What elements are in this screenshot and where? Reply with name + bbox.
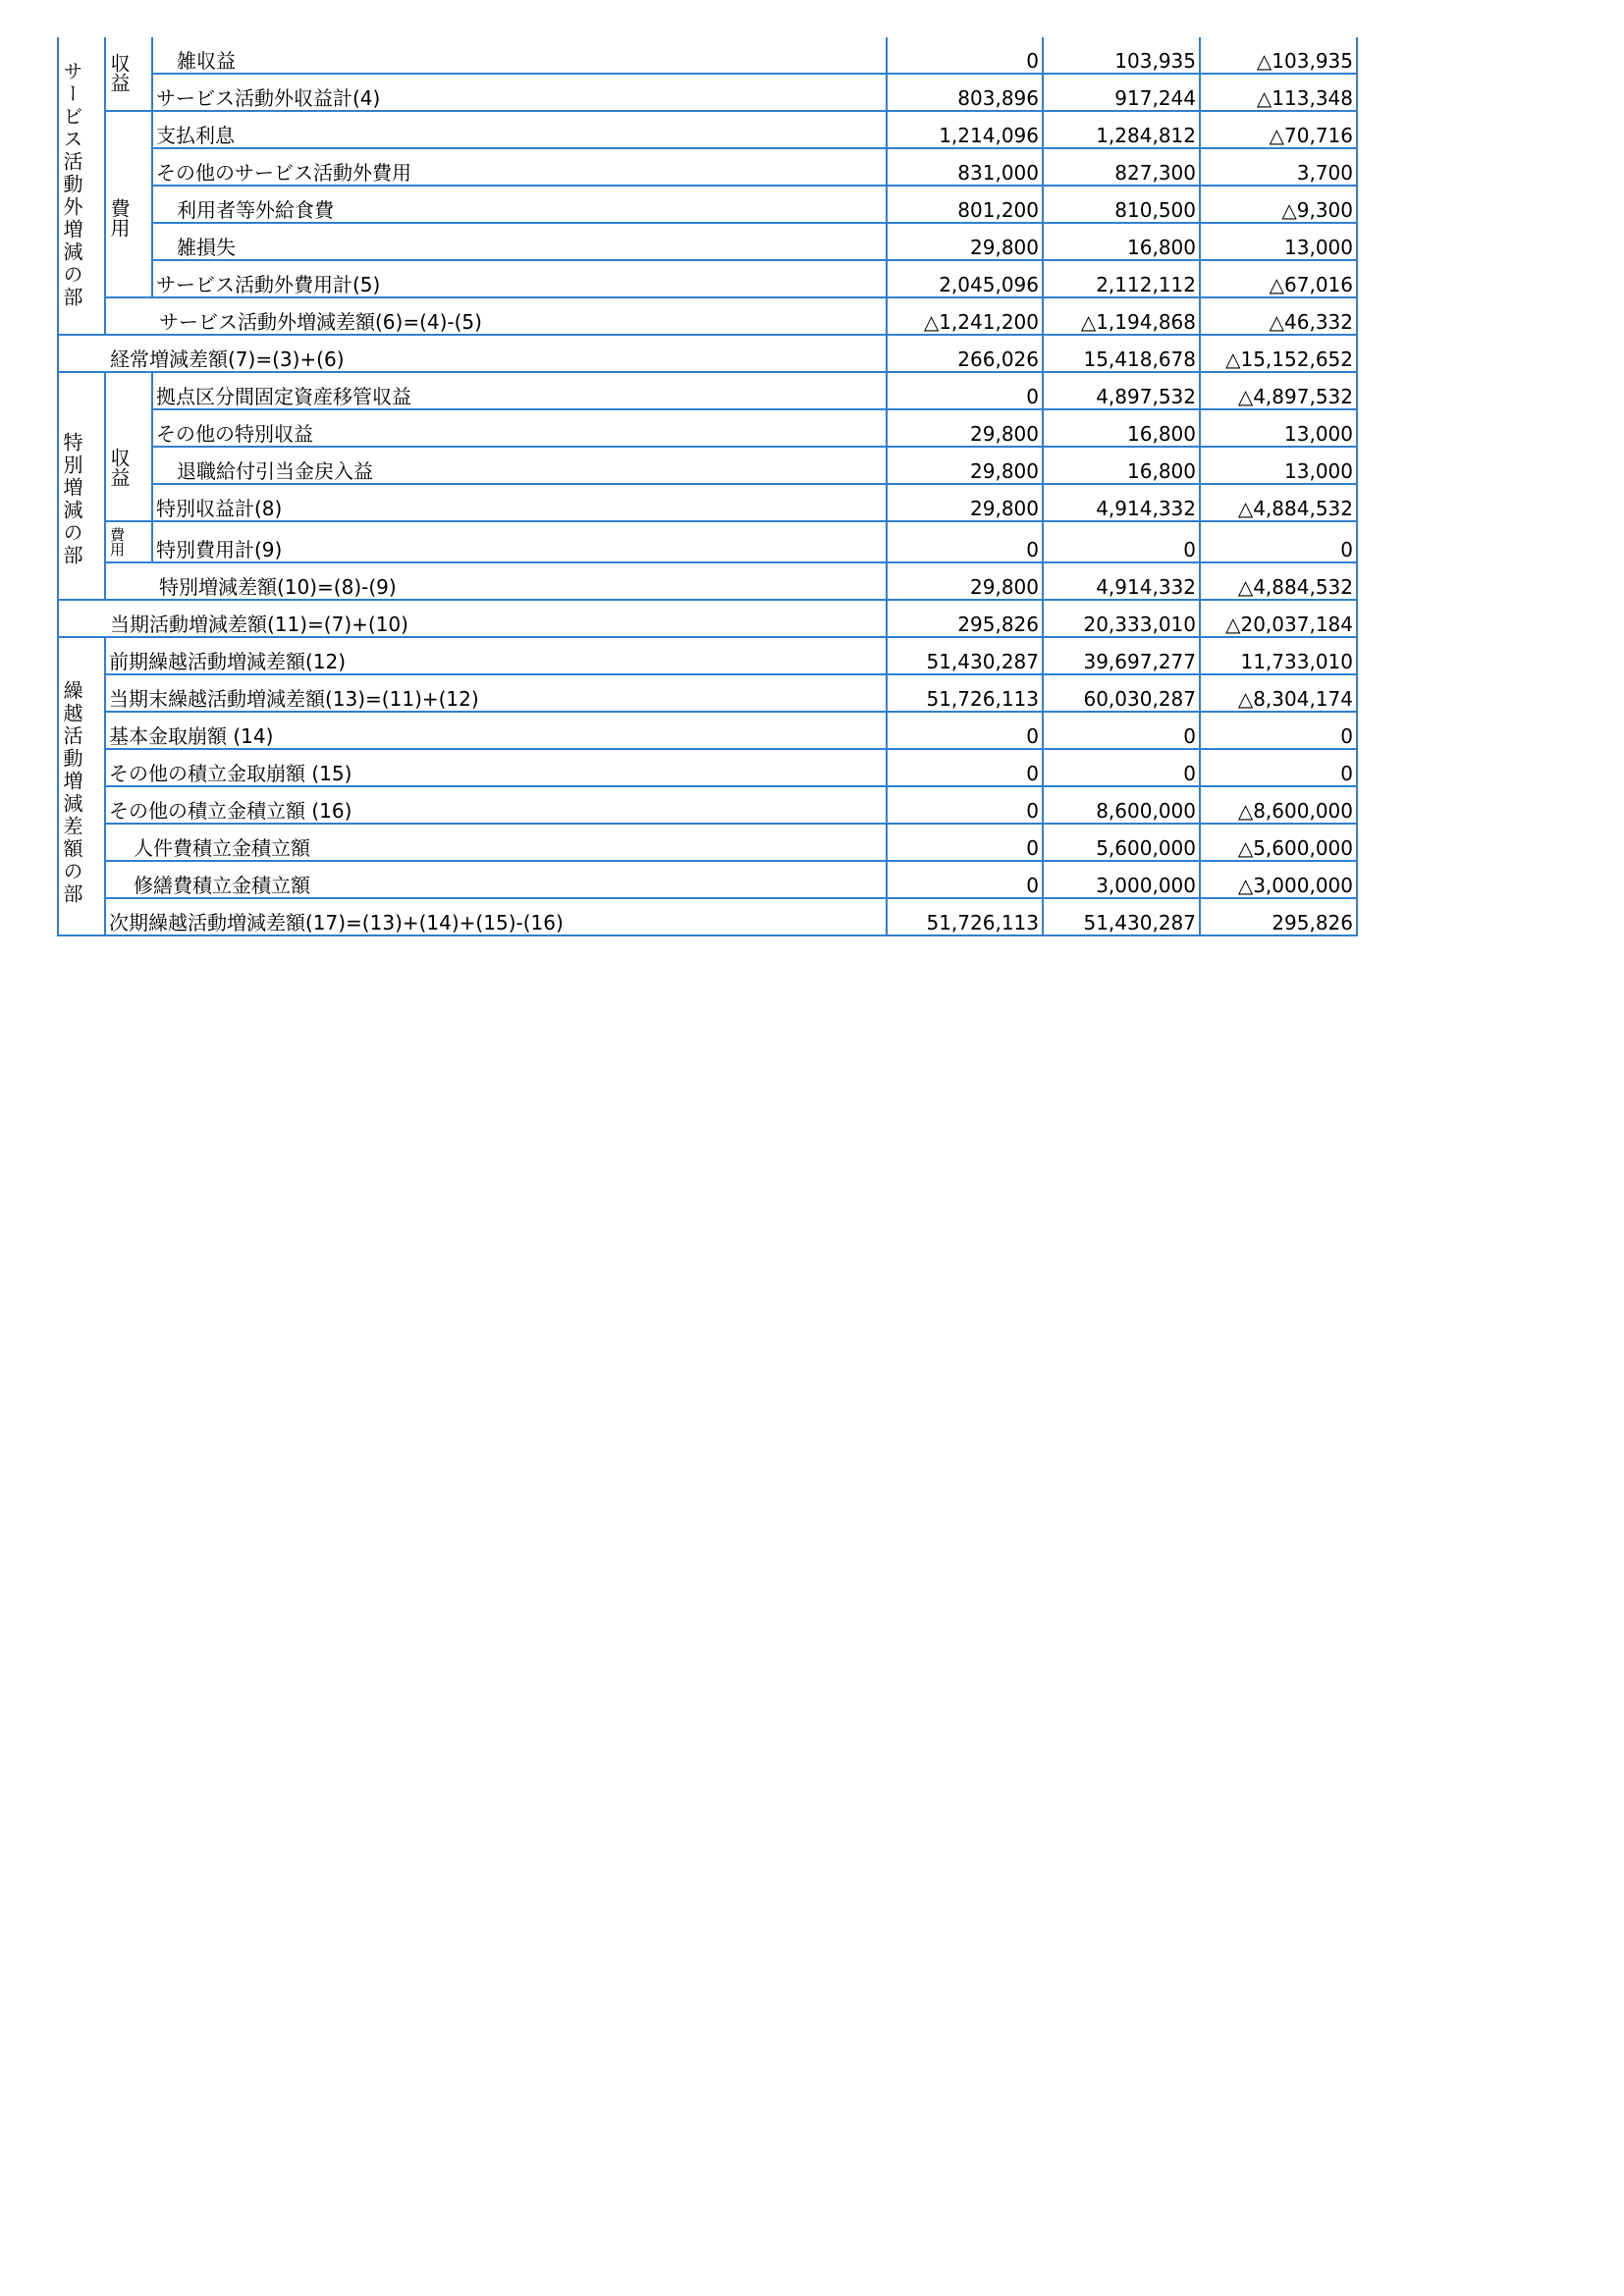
table-row <box>58 409 1357 447</box>
row-value-difference: △3,000,000 <box>1200 861 1357 898</box>
row-label: その他の特別収益 <box>152 409 887 447</box>
table-row <box>58 335 1357 372</box>
row-value-difference: △4,884,532 <box>1200 562 1357 600</box>
row-value-current: 29,800 <box>887 484 1043 521</box>
row-value-current: 0 <box>887 824 1043 861</box>
table-row <box>58 74 1357 111</box>
sub-label-special-expense: 費用 <box>105 521 152 562</box>
table-row <box>58 37 1357 74</box>
table-row <box>58 447 1357 484</box>
row-value-difference: 295,826 <box>1200 898 1357 935</box>
row-value-previous: 20,333,010 <box>1043 600 1200 637</box>
row-value-difference: 11,733,010 <box>1200 637 1357 674</box>
row-label: 特別費用計(9) <box>152 521 887 562</box>
row-value-previous: 103,935 <box>1043 37 1200 74</box>
row-value-difference: △4,897,532 <box>1200 372 1357 409</box>
row-value-difference: 13,000 <box>1200 447 1357 484</box>
table-row <box>58 674 1357 712</box>
row-value-current: 51,726,113 <box>887 674 1043 712</box>
row-label: 基本金取崩額 (14) <box>105 712 887 749</box>
row-value-difference: △20,037,184 <box>1200 600 1357 637</box>
row-value-difference: △46,332 <box>1200 297 1357 335</box>
row-value-current: 0 <box>887 712 1043 749</box>
row-label: 人件費積立金積立額 <box>105 824 887 861</box>
row-value-previous: 16,800 <box>1043 447 1200 484</box>
table-row <box>58 223 1357 260</box>
row-value-previous: 0 <box>1043 521 1200 562</box>
row-value-previous: △1,194,868 <box>1043 297 1200 335</box>
row-value-difference: 13,000 <box>1200 223 1357 260</box>
row-value-difference: △70,716 <box>1200 111 1357 148</box>
row-value-previous: 16,800 <box>1043 223 1200 260</box>
row-value-current: 2,045,096 <box>887 260 1043 297</box>
row-label: サービス活動外収益計(4) <box>152 74 887 111</box>
row-value-previous: 16,800 <box>1043 409 1200 447</box>
row-value-current: 29,800 <box>887 409 1043 447</box>
row-value-current: 29,800 <box>887 562 1043 600</box>
row-value-previous: 15,418,678 <box>1043 335 1200 372</box>
row-value-previous: 0 <box>1043 749 1200 786</box>
row-value-current: 803,896 <box>887 74 1043 111</box>
row-label: 次期繰越活動増減差額(17)=(13)+(14)+(15)-(16) <box>105 898 887 935</box>
row-value-difference: 13,000 <box>1200 409 1357 447</box>
row-value-difference: △8,600,000 <box>1200 786 1357 824</box>
row-value-difference: 0 <box>1200 712 1357 749</box>
table-row <box>58 111 1357 148</box>
row-label: 雑損失 <box>152 223 887 260</box>
row-value-previous: 60,030,287 <box>1043 674 1200 712</box>
row-value-difference: △5,600,000 <box>1200 824 1357 861</box>
row-label: サービス活動外増減差額(6)=(4)-(5) <box>105 297 887 335</box>
row-label: その他のサービス活動外費用 <box>152 148 887 186</box>
table-row <box>58 637 1357 674</box>
row-value-current: 51,430,287 <box>887 637 1043 674</box>
row-value-previous: 4,914,332 <box>1043 562 1200 600</box>
row-label: 退職給付引当金戻入益 <box>152 447 887 484</box>
row-value-current: 0 <box>887 861 1043 898</box>
row-value-difference: △9,300 <box>1200 186 1357 223</box>
table-row <box>58 824 1357 861</box>
row-value-previous: 39,697,277 <box>1043 637 1200 674</box>
row-value-current: 0 <box>887 786 1043 824</box>
row-value-previous: 5,600,000 <box>1043 824 1200 861</box>
row-label: 修繕費積立金積立額 <box>105 861 887 898</box>
table-row <box>58 148 1357 186</box>
row-value-difference: △8,304,174 <box>1200 674 1357 712</box>
activity-statement-table <box>57 37 1358 936</box>
row-value-difference: △67,016 <box>1200 260 1357 297</box>
row-value-current: △1,241,200 <box>887 297 1043 335</box>
row-value-current: 801,200 <box>887 186 1043 223</box>
row-value-previous: 1,284,812 <box>1043 111 1200 148</box>
row-label: 当期末繰越活動増減差額(13)=(11)+(12) <box>105 674 887 712</box>
table-row <box>58 786 1357 824</box>
row-label: 経常増減差額(7)=(3)+(6) <box>58 335 887 372</box>
table-row <box>58 521 1357 562</box>
table-row <box>58 372 1357 409</box>
income-statement-sheet <box>57 37 1358 936</box>
row-label: 支払利息 <box>152 111 887 148</box>
sub-label-income: 収益 <box>105 37 152 111</box>
section-label-carryover: 繰越活動増減差額の部 <box>58 637 105 935</box>
row-value-previous: 827,300 <box>1043 148 1200 186</box>
row-label: その他の積立金取崩額 (15) <box>105 749 887 786</box>
table-row <box>58 898 1357 935</box>
row-value-previous: 8,600,000 <box>1043 786 1200 824</box>
row-label: 前期繰越活動増減差額(12) <box>105 637 887 674</box>
row-value-current: 0 <box>887 749 1043 786</box>
row-value-difference: 0 <box>1200 749 1357 786</box>
row-value-previous: 4,897,532 <box>1043 372 1200 409</box>
row-value-difference: △4,884,532 <box>1200 484 1357 521</box>
row-label: サービス活動外費用計(5) <box>152 260 887 297</box>
table-row <box>58 861 1357 898</box>
table-row <box>58 186 1357 223</box>
row-value-previous: 4,914,332 <box>1043 484 1200 521</box>
table-row <box>58 484 1357 521</box>
row-label: 特別増減差額(10)=(8)-(9) <box>105 562 887 600</box>
row-value-previous: 51,430,287 <box>1043 898 1200 935</box>
row-label: その他の積立金積立額 (16) <box>105 786 887 824</box>
row-value-current: 0 <box>887 37 1043 74</box>
row-value-previous: 0 <box>1043 712 1200 749</box>
row-label: 拠点区分間固定資産移管収益 <box>152 372 887 409</box>
table-row <box>58 297 1357 335</box>
row-value-previous: 917,244 <box>1043 74 1200 111</box>
row-label: 雑収益 <box>152 37 887 74</box>
row-value-current: 0 <box>887 372 1043 409</box>
row-value-difference: 3,700 <box>1200 148 1357 186</box>
row-label: 特別収益計(8) <box>152 484 887 521</box>
table-row <box>58 749 1357 786</box>
table-row <box>58 562 1357 600</box>
row-value-current: 0 <box>887 521 1043 562</box>
row-value-previous: 3,000,000 <box>1043 861 1200 898</box>
table-row <box>58 260 1357 297</box>
row-label: 当期活動増減差額(11)=(7)+(10) <box>58 600 887 637</box>
row-value-current: 29,800 <box>887 447 1043 484</box>
row-value-current: 29,800 <box>887 223 1043 260</box>
section-label-service-outside: サービス活動外増減の部 <box>58 37 105 335</box>
table-row <box>58 712 1357 749</box>
row-value-current: 1,214,096 <box>887 111 1043 148</box>
row-value-current: 266,026 <box>887 335 1043 372</box>
row-label: 利用者等外給食費 <box>152 186 887 223</box>
row-value-current: 831,000 <box>887 148 1043 186</box>
sub-label-special-income: 収益 <box>105 372 152 521</box>
row-value-previous: 2,112,112 <box>1043 260 1200 297</box>
row-value-difference: 0 <box>1200 521 1357 562</box>
sub-label-expense: 費用 <box>105 111 152 297</box>
row-value-difference: △103,935 <box>1200 37 1357 74</box>
table-row <box>58 600 1357 637</box>
row-value-previous: 810,500 <box>1043 186 1200 223</box>
row-value-current: 295,826 <box>887 600 1043 637</box>
row-value-current: 51,726,113 <box>887 898 1043 935</box>
row-value-difference: △15,152,652 <box>1200 335 1357 372</box>
row-value-difference: △113,348 <box>1200 74 1357 111</box>
section-label-special: 特別増減の部 <box>58 372 105 600</box>
